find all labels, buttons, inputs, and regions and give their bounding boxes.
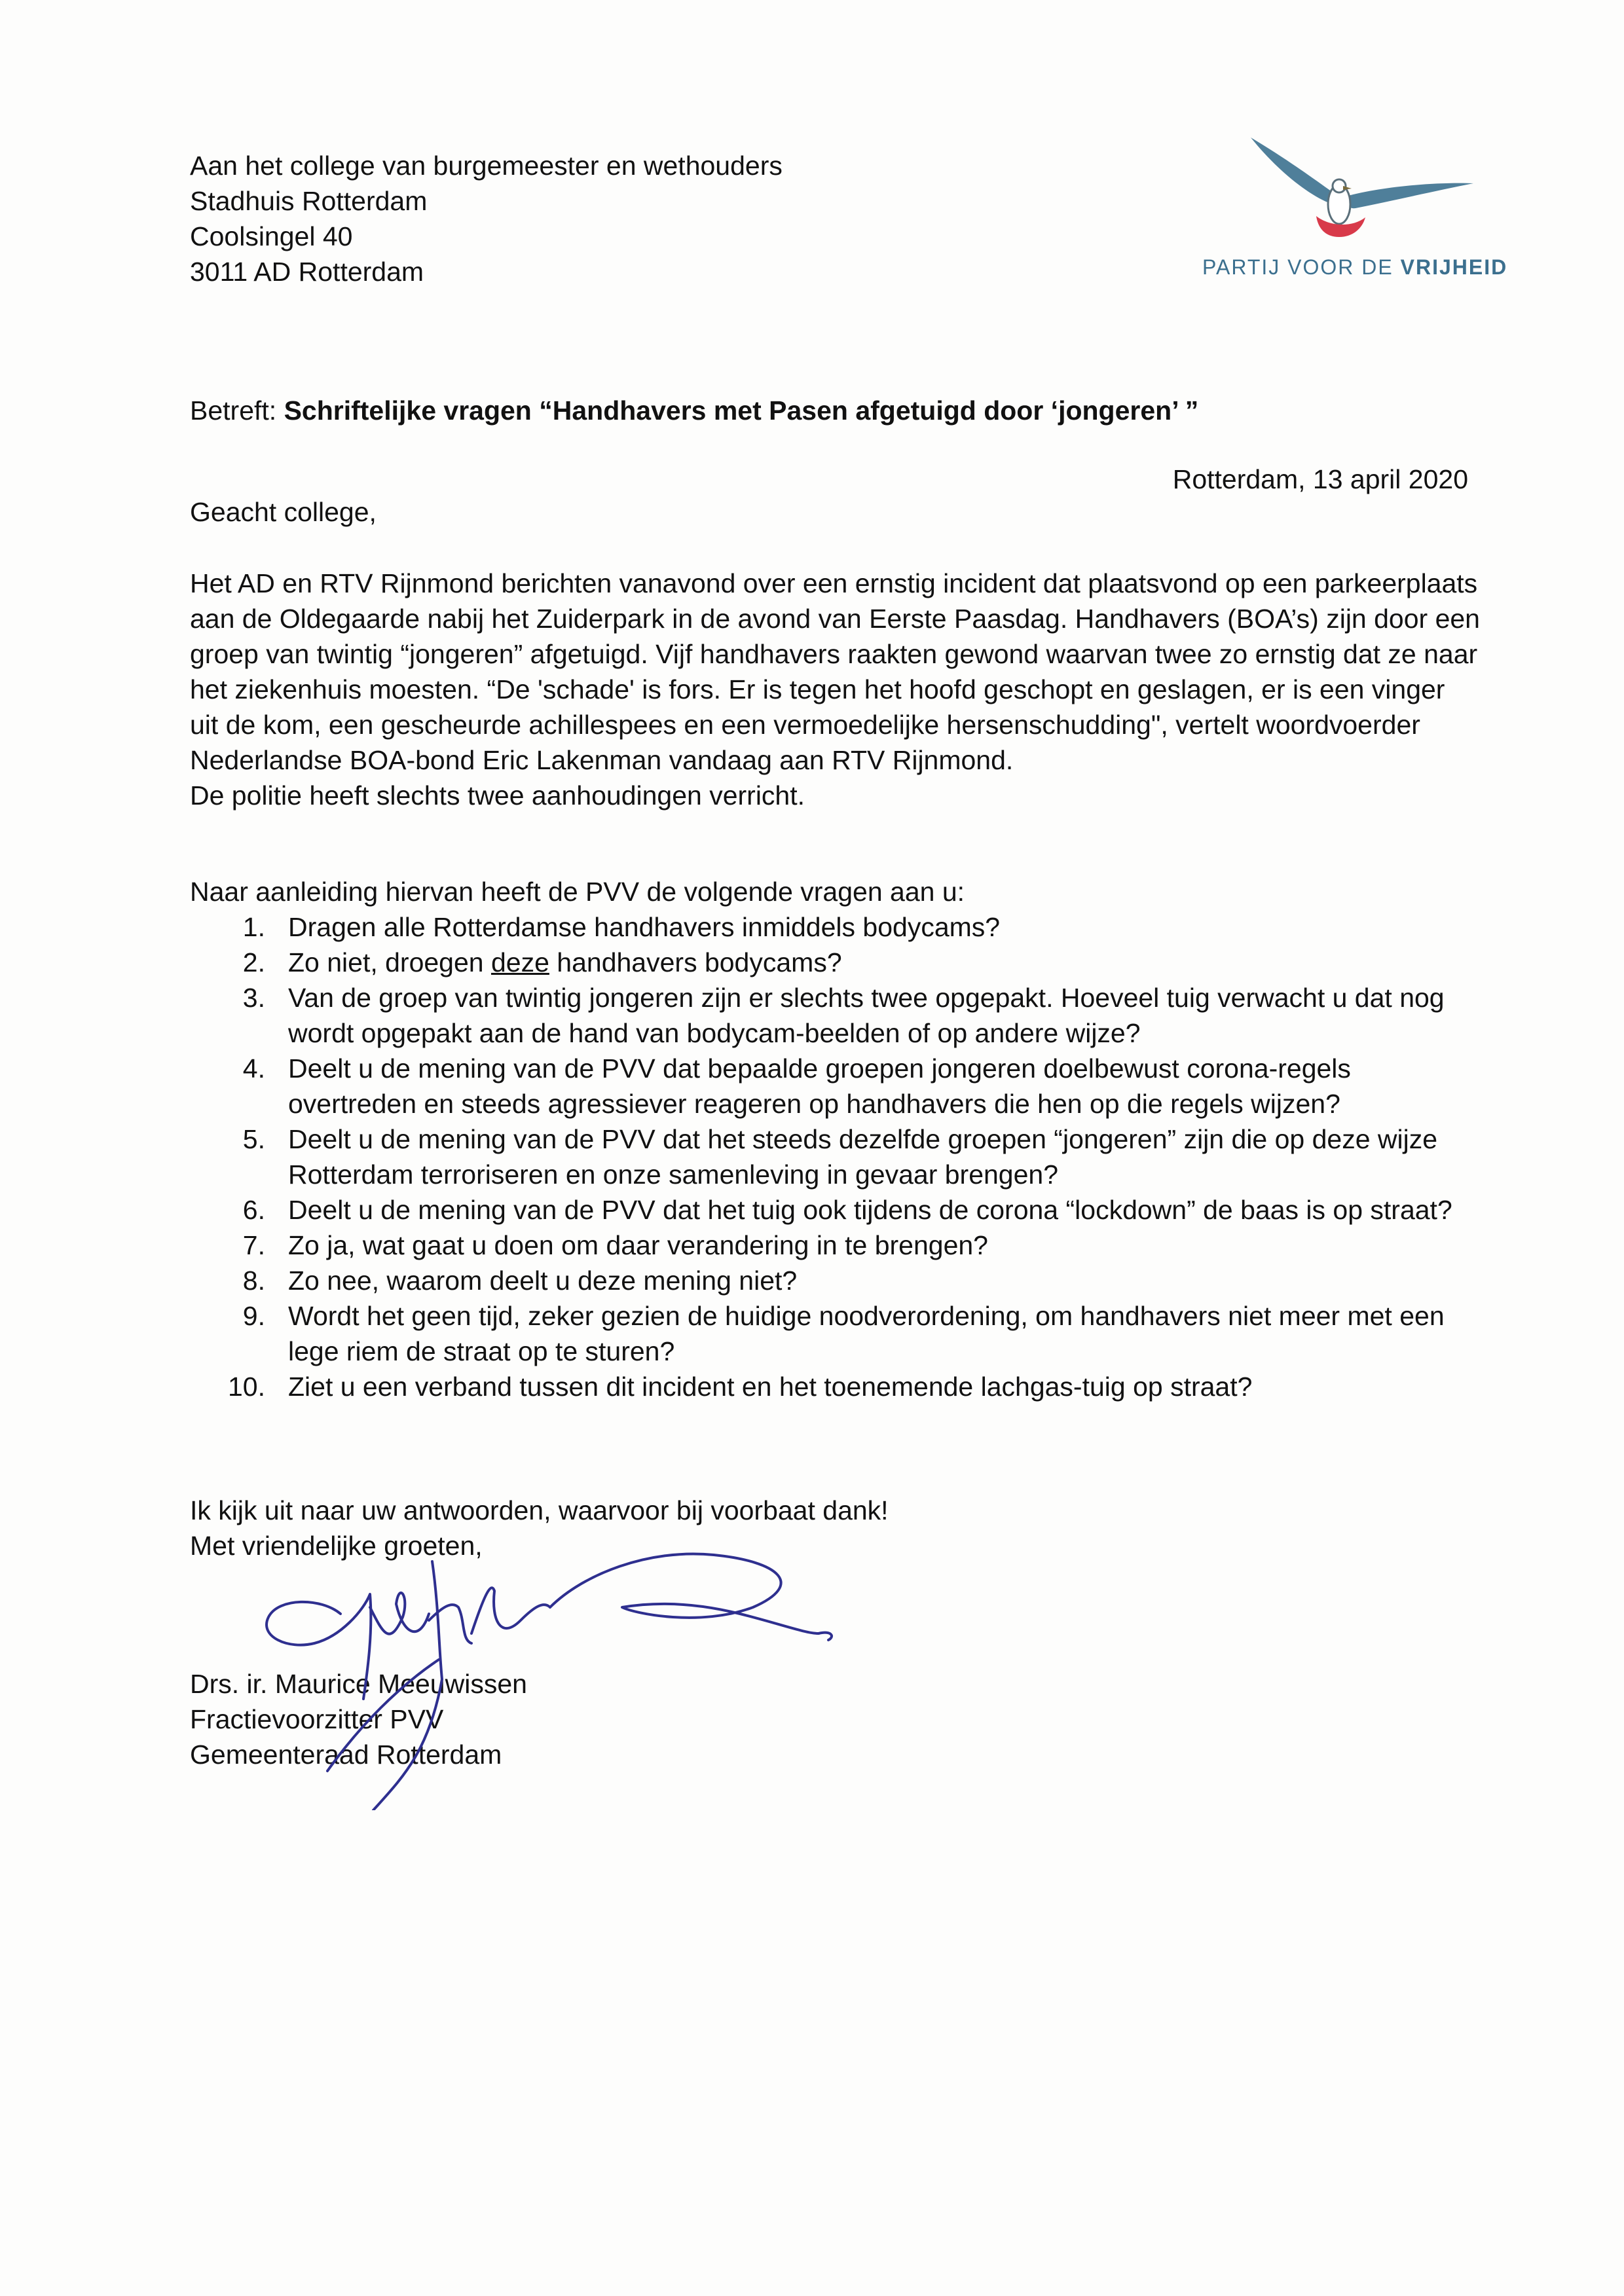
question-number: 7.	[242, 1230, 265, 1260]
question-number: 3.	[242, 983, 265, 1013]
body-paragraph	[190, 566, 1480, 813]
question-item	[190, 945, 1480, 980]
questions-intro: Naar aanleiding hiervan heeft de PVV de volgende vragen aan u:	[190, 877, 965, 907]
logo-text-regular: PARTIJ VOOR DE	[1202, 255, 1401, 279]
question-text: Deelt u de mening van de PVV dat het tuig ook tijdens de corona “lockdown” de baas is op straat?	[288, 1195, 1452, 1225]
question-number: 10.	[228, 1372, 265, 1402]
question-item	[190, 1263, 1480, 1298]
questions-list	[190, 909, 1480, 1404]
question-text-start: Zo niet, droegen	[288, 947, 491, 977]
question-number: 2.	[242, 947, 265, 977]
closing	[190, 1493, 889, 1563]
sender-block	[190, 1666, 527, 1772]
question-text: Zo ja, wat gaat u doen om daar verandering in te brengen?	[288, 1230, 988, 1260]
question-item	[190, 1228, 1480, 1263]
question-item	[190, 1051, 1480, 1121]
question-number: 5.	[242, 1124, 265, 1154]
question-number: 9.	[242, 1301, 265, 1331]
address-line: Stadhuis Rotterdam	[190, 186, 428, 216]
subject-title: Schriftelijke vragen “Handhavers met Pasen afgetuigd door ‘jongeren’ ”	[284, 395, 1199, 426]
question-number: 4.	[242, 1053, 265, 1084]
logo-text-bold: VRIJHEID	[1400, 255, 1508, 279]
question-text: Wordt het geen tijd, zeker gezien de huidige noodverordening, om handhavers niet meer met een lege riem de straat op te sturen?	[288, 1301, 1445, 1366]
police-sentence: De politie heeft slechts twee aanhoudingen verricht.	[190, 780, 805, 811]
address-line: 3011 AD Rotterdam	[190, 257, 424, 287]
address-line: Aan het college van burgemeester en wethouders	[190, 151, 783, 181]
question-number: 1.	[242, 912, 265, 942]
question-number: 6.	[242, 1195, 265, 1225]
question-text: Deelt u de mening van de PVV dat het steeds dezelfde groepen “jongeren” zijn die op deze wijze Rotterdam terroriseren en onze samenleving in gevaar brengen?	[288, 1124, 1438, 1190]
pvv-logo	[1198, 131, 1506, 295]
underlined-word: deze	[490, 947, 549, 977]
closing-line: Ik kijk uit naar uw antwoorden, waarvoor bij voorbaat dank!	[190, 1495, 889, 1525]
question-text: Dragen alle Rotterdamse handhavers inmiddels bodycams?	[288, 912, 1001, 942]
question-number: 8.	[242, 1266, 265, 1296]
question-item	[190, 1121, 1480, 1192]
sender-name: Drs. ir. Maurice Meeuwissen	[190, 1669, 527, 1699]
question-item	[190, 909, 1480, 945]
sender-role: Fractievoorzitter PVV	[190, 1704, 444, 1734]
question-text: Zo nee, waarom deelt u deze mening niet?	[288, 1266, 798, 1296]
question-item	[190, 980, 1480, 1051]
sender-organization: Gemeenteraad Rotterdam	[190, 1740, 502, 1770]
incident-paragraph: Het AD en RTV Rijnmond berichten vanavond over een ernstig incident dat plaatsvond op een parkeerplaats aan de Oldegaarde nabij het Zuiderpark in de avond van Eerste Paasdag. Handhavers (BOA’s) zijn door een groep van twintig “jongeren” afgetuigd. Vijf handhavers raakten gewond waarvan twee zo ernstig dat ze naar het ziekenhuis moesten. “De 'schade' is fors. Er is tegen het hoofd geschopt en geslagen, er is een vinger uit de kom, een gescheurde achillespees en een vermoedelijke hersenschudding", vertelt woordvoerder Nederlandse BOA-bond Eric Lakenman vandaag aan RTV Rijnmond.	[190, 568, 1480, 775]
subject-line	[190, 393, 1198, 428]
question-item	[190, 1298, 1480, 1369]
question-text: Ziet u een verband tussen dit incident en het toenemende lachgas-tuig op straat?	[288, 1372, 1253, 1402]
letter-date: Rotterdam, 13 april 2020	[1172, 464, 1468, 494]
salutation: Geacht college,	[190, 497, 377, 527]
closing-greeting: Met vriendelijke groeten,	[190, 1531, 483, 1561]
subject-label: Betreft:	[190, 395, 277, 426]
question-text: Van de groep van twintig jongeren zijn er slechts twee opgepakt. Hoeveel tuig verwacht u dat nog wordt opgepakt aan de hand van bodycam-beelden of op andere wijze?	[288, 983, 1445, 1048]
question-item	[190, 1192, 1480, 1228]
question-text: Deelt u de mening van de PVV dat bepaalde groepen jongeren doelbewust corona-regels overtreden en steeds agressiever reageren op handhavers die hen op die regels wijzen?	[288, 1053, 1351, 1119]
address-line: Coolsingel 40	[190, 221, 353, 251]
seagull-icon	[1198, 131, 1506, 249]
question-item	[190, 1369, 1480, 1404]
recipient-address	[190, 148, 783, 289]
question-text-end: handhavers bodycams?	[549, 947, 842, 977]
logo-wordmark	[1202, 255, 1508, 280]
